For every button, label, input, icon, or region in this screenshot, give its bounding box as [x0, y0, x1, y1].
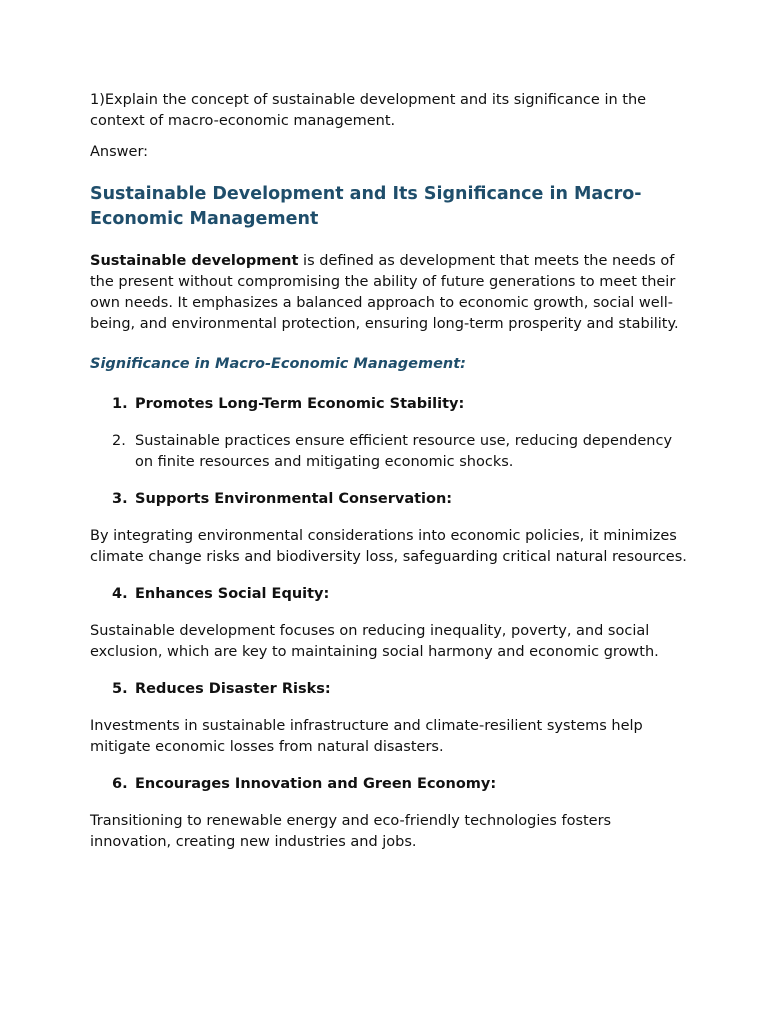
- list-item-number: 5.: [112, 681, 128, 697]
- answer-label: Answer:: [90, 144, 149, 160]
- list-item-heading: [90, 584, 690, 605]
- page-title: Sustainable Development and Its Significance in Macro-Economic Management: [90, 184, 642, 229]
- list-item-heading: [90, 394, 690, 415]
- question-text: 1)Explain the concept of sustainable development and its significance in the context of macro-economic management.: [90, 92, 647, 129]
- list-item-number: 1.: [112, 396, 128, 412]
- list-item-title: Encourages Innovation and Green Economy:: [135, 776, 497, 792]
- list-item-heading: [90, 679, 690, 700]
- definition-term: Sustainable development: [90, 253, 299, 269]
- list-item-body: Transitioning to renewable energy and eco-friendly technologies fosters innovation, creating new industries and jobs.: [90, 813, 612, 850]
- list-item-title: Reduces Disaster Risks:: [135, 681, 331, 697]
- list-item-text: [90, 431, 690, 473]
- definition-paragraph: [90, 251, 690, 335]
- list-item-heading: [90, 489, 690, 510]
- document-page: [90, 90, 690, 869]
- list-item-number: 6.: [112, 776, 128, 792]
- definition-text: is defined as development that meets the needs of the present without compromising the ability of future generations to meet their own needs. It emphasizes a balanced approach to economic growth, social well-being, and environmental protection, ensuring long-term prosperity and stability.: [90, 253, 679, 332]
- list-item-number: 3.: [112, 491, 128, 507]
- list-item-title: Supports Environmental Conservation:: [135, 491, 453, 507]
- list-item-body: By integrating environmental considerations into economic policies, it minimizes climate change risks and biodiversity loss, safeguarding critical natural resources.: [90, 528, 687, 565]
- list-item-body: Sustainable practices ensure efficient resource use, reducing dependency on finite resources and mitigating economic shocks.: [135, 433, 673, 470]
- list-item-body: Sustainable development focuses on reducing inequality, poverty, and social exclusion, which are key to maintaining social harmony and economic growth.: [90, 623, 659, 660]
- list-item-title: Enhances Social Equity:: [135, 586, 330, 602]
- list-item-body: Investments in sustainable infrastructure and climate-resilient systems help mitigate economic losses from natural disasters.: [90, 718, 643, 755]
- section-heading: Significance in Macro-Economic Management:: [90, 356, 466, 372]
- list-item-title: Promotes Long-Term Economic Stability:: [135, 396, 465, 412]
- list-item-number: 4.: [112, 586, 128, 602]
- list-item-heading: [90, 774, 690, 795]
- list-item-number: 2.: [112, 433, 126, 449]
